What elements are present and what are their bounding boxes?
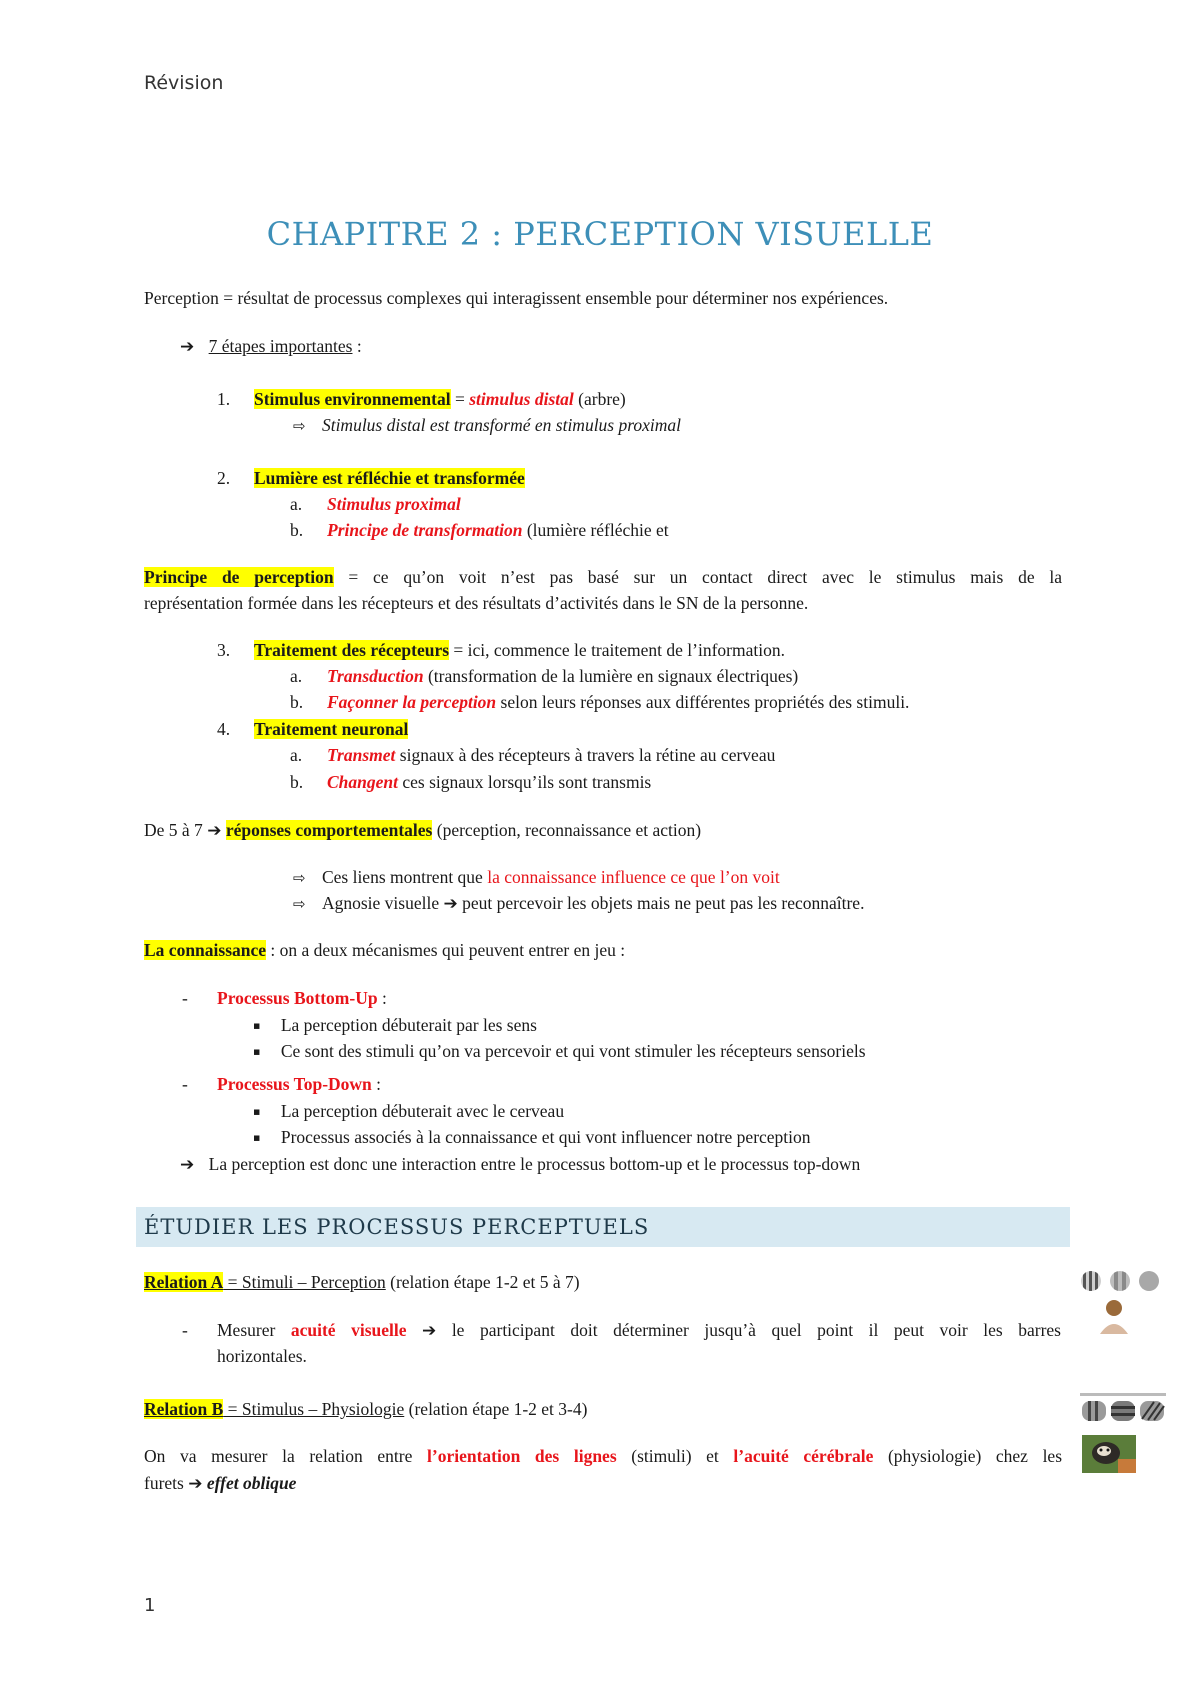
right-arrow-icon: ➔ <box>180 1155 195 1175</box>
right-arrow-icon: ➔ <box>180 337 195 357</box>
de5a7-line <box>144 817 701 844</box>
step1-sub-text: Stimulus distal est transformé en stimulus proximal <box>321 415 682 435</box>
agnosie-prefix: Agnosie visuelle <box>321 893 444 913</box>
onva-line2-prefix: furets <box>144 1473 189 1493</box>
step3-number: 3. <box>217 640 231 660</box>
grating-circle-3 <box>1139 1271 1159 1291</box>
mesurer-line1-rest: le participant doit déterminer jusqu’à quel point il peut voir les barres <box>436 1320 1061 1340</box>
step1-eq: = <box>450 389 470 409</box>
connaissance-highlight: La connaissance <box>144 940 267 960</box>
step4-line <box>254 716 408 742</box>
relation-a-highlight: Relation A <box>144 1272 224 1292</box>
liens-prefix: Ces liens montrent que <box>321 867 488 887</box>
de5a7-rest: (perception, reconnaissance et action) <box>432 820 702 840</box>
ferret-study-thumbnail <box>1080 1393 1166 1475</box>
step2-line <box>254 465 525 491</box>
mesurer-prefix: Mesurer <box>217 1320 291 1340</box>
topdown-dash: - <box>182 1074 188 1094</box>
etapes-line <box>180 333 362 360</box>
step1-red: stimulus distal <box>469 389 574 409</box>
bottomup-item-1 <box>253 1012 537 1041</box>
relation-b-underlined: = Stimulus – Physiologie <box>223 1399 405 1419</box>
step4-b-mark: b. <box>290 772 304 792</box>
principe-line2: représentation formée dans les récepteurs et des résultats d’activités dans le SN de la personne. <box>144 593 809 613</box>
step1-sub-line <box>293 412 681 439</box>
step2-b-rest: (lumière réfléchie et <box>522 520 669 540</box>
section-title: ÉTUDIER LES PROCESSUS PERCEPTUELS <box>144 1215 650 1239</box>
square-bullet-icon: ▪ <box>253 1045 261 1058</box>
etapes-suffix: : <box>352 336 362 356</box>
hollow-arrow-icon: ⇨ <box>293 869 306 887</box>
page-number: 1 <box>144 1595 156 1616</box>
step2-highlight: Lumière est réfléchie et transformée <box>254 468 525 488</box>
connaissance-line <box>144 937 625 963</box>
step2-b-line <box>327 517 669 543</box>
principe-line1-text: = ce qu’on voit n’est pas basé sur un contact direct avec le stimulus mais de la <box>333 567 1062 587</box>
square-bullet-icon: ▪ <box>253 1019 261 1032</box>
agnosie-line <box>293 890 864 917</box>
topdown-line <box>217 1071 381 1097</box>
square-bullet-icon: ▪ <box>253 1131 261 1144</box>
relation-a-rest: (relation étape 1-2 et 5 à 7) <box>385 1272 580 1292</box>
onva-red1: l’orientation des lignes <box>427 1446 617 1466</box>
caption-strip <box>1080 1393 1166 1396</box>
conclusion-text: La perception est donc une interaction entre le processus bottom-up et le processus top-down <box>208 1154 861 1174</box>
stimulus-vertical <box>1082 1401 1106 1421</box>
step1-highlight: Stimulus environnemental <box>254 389 451 409</box>
bottomup-suffix: : <box>377 988 387 1008</box>
step3-b-red: Façonner la perception <box>327 692 497 712</box>
step3-a-mark: a. <box>290 666 303 686</box>
bottomup-item-2 <box>253 1038 866 1067</box>
mesurer-line2: horizontales. <box>217 1346 307 1366</box>
step4-highlight: Traitement neuronal <box>254 719 409 739</box>
step2-a-line <box>327 491 461 517</box>
topdown-item-1-text: La perception débuterait avec le cerveau <box>280 1101 565 1121</box>
liens-red: la connaissance influence ce que l’on voit <box>487 867 780 887</box>
step1-rest: (arbre) <box>573 389 626 409</box>
grating-circle-2 <box>1109 1268 1133 1294</box>
bottomup-line <box>217 985 387 1011</box>
step2-a-red: Stimulus proximal <box>327 494 461 514</box>
step3-line <box>254 637 785 663</box>
agnosie-rest: peut percevoir les objets mais ne peut pas les reconnaître. <box>457 893 865 913</box>
section-heading <box>136 1207 1070 1247</box>
person-head <box>1106 1300 1122 1316</box>
connaissance-rest: : on a deux mécanismes qui peuvent entrer en jeu : <box>266 940 626 960</box>
bottomup-item-2-text: Ce sont des stimuli qu’on va percevoir et qui vont stimuler les récepteurs sensoriels <box>280 1041 866 1061</box>
topdown-suffix: : <box>371 1074 382 1094</box>
step4-number: 4. <box>217 719 231 739</box>
step3-highlight: Traitement des récepteurs <box>254 640 450 660</box>
principe-highlight: Principe de perception <box>144 567 334 587</box>
step2-number: 2. <box>217 468 231 488</box>
step4-a-red: Transmet <box>327 745 396 765</box>
relation-a-line <box>144 1269 580 1295</box>
square-bullet-icon: ▪ <box>253 1105 261 1118</box>
step4-a-rest: signaux à des récepteurs à travers la rétine au cerveau <box>395 745 776 765</box>
intro-paragraph: Perception = résultat de processus complexes qui interagissent ensemble pour déterminer nos expériences. <box>144 288 889 308</box>
onva-line2 <box>144 1470 296 1497</box>
step4-b-rest: ces signaux lorsqu’ils sont transmis <box>398 772 652 792</box>
chapter-title: CHAPITRE 2 : PERCEPTION VISUELLE <box>266 215 934 253</box>
liens-line <box>293 864 780 891</box>
step4-b-line <box>327 769 651 795</box>
topdown-item-2 <box>253 1124 811 1153</box>
step4-a-mark: a. <box>290 745 303 765</box>
conclusion-line <box>180 1151 860 1178</box>
step2-b-mark: b. <box>290 520 304 540</box>
person-body <box>1100 1324 1128 1334</box>
principe-line1 <box>144 564 1062 590</box>
topdown-item-2-text: Processus associés à la connaissance et qui vont influencer notre perception <box>280 1127 811 1147</box>
right-arrow-icon: ➔ <box>207 821 222 841</box>
step3-b-line <box>327 689 909 715</box>
right-arrow-icon: ➔ <box>188 1474 203 1494</box>
right-arrow-icon: ➔ <box>422 1321 437 1341</box>
bottomup-item-1-text: La perception débuterait par les sens <box>280 1015 537 1035</box>
step1-line <box>254 386 626 412</box>
topdown-item-1 <box>253 1098 564 1127</box>
mesurer-line1 <box>217 1317 1061 1344</box>
acuity-gratings-thumbnail <box>1080 1268 1166 1338</box>
onva-red2: l’acuité cérébrale <box>733 1446 874 1466</box>
bottomup-red: Processus Bottom-Up <box>217 988 378 1008</box>
onva-line1 <box>144 1443 1062 1469</box>
onva-p1: On va mesurer la relation entre <box>144 1446 427 1466</box>
mesurer-dash: - <box>182 1320 188 1340</box>
step3-b-rest: selon leurs réponses aux différentes propriétés des stimuli. <box>496 692 910 712</box>
hollow-arrow-icon: ⇨ <box>293 417 306 435</box>
step4-a-line <box>327 742 775 768</box>
relation-b-highlight: Relation B <box>144 1399 224 1419</box>
step3-a-red: Transduction <box>327 666 424 686</box>
hollow-arrow-icon: ⇨ <box>293 895 306 913</box>
stimulus-horizontal <box>1111 1401 1135 1421</box>
grating-circle-1 <box>1080 1268 1104 1294</box>
de5a7-highlight: réponses comportementales <box>225 820 433 840</box>
bottomup-dash: - <box>182 988 188 1008</box>
relation-b-line <box>144 1396 587 1422</box>
step3-a-rest: (transformation de la lumière en signaux électriques) <box>423 666 799 686</box>
etapes-label: 7 étapes importantes <box>208 336 353 356</box>
step2-b-red: Principe de transformation <box>327 520 523 540</box>
relation-a-underlined: = Stimuli – Perception <box>223 1272 386 1292</box>
step3-rest: = ici, commence le traitement de l’information. <box>449 640 785 660</box>
de5a7-prefix: De 5 à 7 <box>144 820 208 840</box>
page-header: Révision <box>144 72 224 94</box>
step1-number: 1. <box>217 389 231 409</box>
right-arrow-icon: ➔ <box>443 894 458 914</box>
topdown-red: Processus Top-Down <box>217 1074 372 1094</box>
onva-p2: (stimuli) et <box>616 1446 734 1466</box>
step3-b-mark: b. <box>290 692 304 712</box>
mesurer-red: acuité visuelle <box>290 1320 407 1340</box>
onva-bold-italic: effet oblique <box>206 1473 297 1493</box>
step2-a-mark: a. <box>290 494 303 514</box>
onva-p3: (physiologie) chez les <box>873 1446 1063 1466</box>
relation-b-rest: (relation étape 1-2 et 3-4) <box>404 1399 588 1419</box>
step3-a-line <box>327 663 798 689</box>
step4-b-red: Changent <box>327 772 398 792</box>
